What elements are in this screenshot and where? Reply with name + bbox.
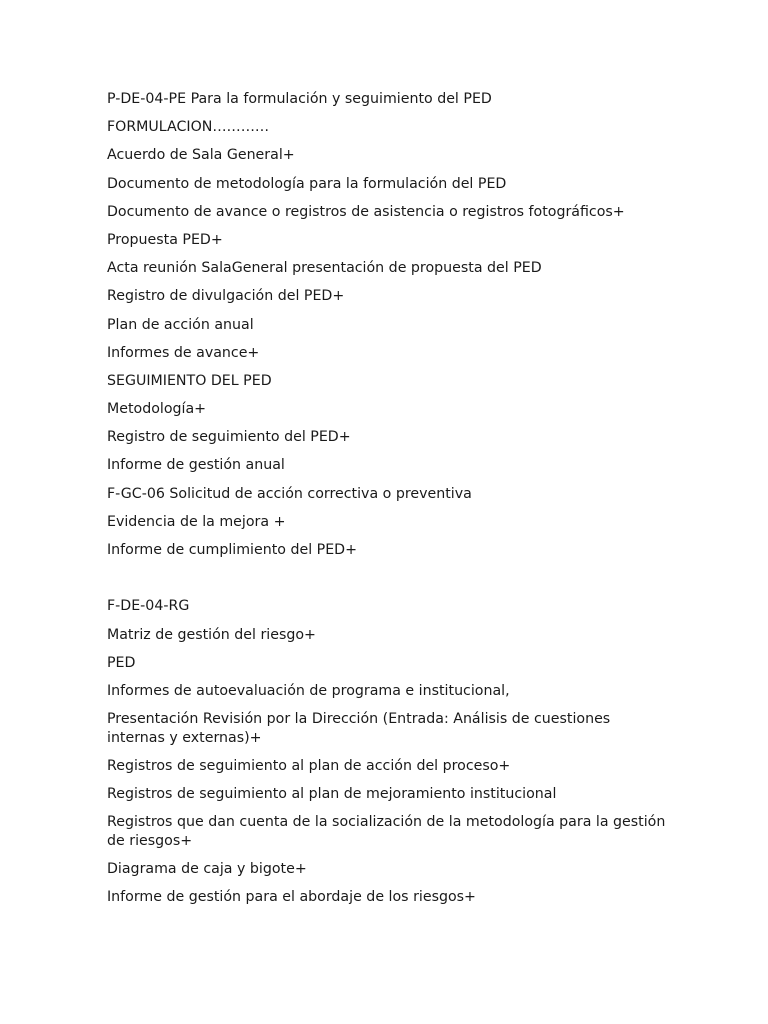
document-line: Informes de autoevaluación de programa e institucional, [107,682,510,699]
document-line: Informe de cumplimiento del PED+ [107,542,357,558]
document-line: Registro de divulgación del PED+ [107,288,345,305]
document-line: Acta reunión SalaGeneral presentación de propuesta del PED [107,260,542,277]
document-line: Acuerdo de Sala General+ [107,147,295,164]
document-line: SEGUIMIENTO DEL PED [107,372,272,389]
document-line: Registros que dan cuenta de la socialización de la metodología para la gestión de riesgos+ [107,814,666,849]
document-line: Informe de gestión para el abordaje de los riesgos+ [107,889,476,906]
document-line: Evidencia de la mejora + [107,513,286,530]
document-line: FORMULACION………… [107,119,270,136]
document-line: Documento de avance o registros de asistencia o registros fotográficos+ [107,203,625,220]
document-line: Documento de metodología para la formulación del PED [107,175,507,192]
document-line: F-DE-04-RG [107,598,190,615]
document-line: PED [107,654,136,671]
document-line: Plan de acción anual [107,316,254,333]
document-line: Informes de avance+ [107,344,260,361]
document-line: P-DE-04-PE Para la formulación y seguimiento del PED [107,91,492,107]
document-line: Presentación Revisión por la Dirección (Entrada: Análisis de cuestiones internas y externas)+ [107,711,611,746]
document-line: Registros de seguimiento al plan de acción del proceso+ [107,757,511,774]
section-spacer [107,569,667,597]
document-line: Metodología+ [107,401,207,418]
document-line: Diagrama de caja y bigote+ [107,860,307,877]
document-line: Registro de seguimiento del PED+ [107,429,351,446]
document-line: Informe de gestión anual [107,457,285,474]
document-line: Registros de seguimiento al plan de mejoramiento institucional [107,786,557,802]
document-body [107,90,667,916]
document-line: Propuesta PED+ [107,231,223,248]
document-line: Matriz de gestión del riesgo+ [107,626,316,643]
document-line: F-GC-06 Solicitud de acción correctiva o preventiva [107,485,472,502]
